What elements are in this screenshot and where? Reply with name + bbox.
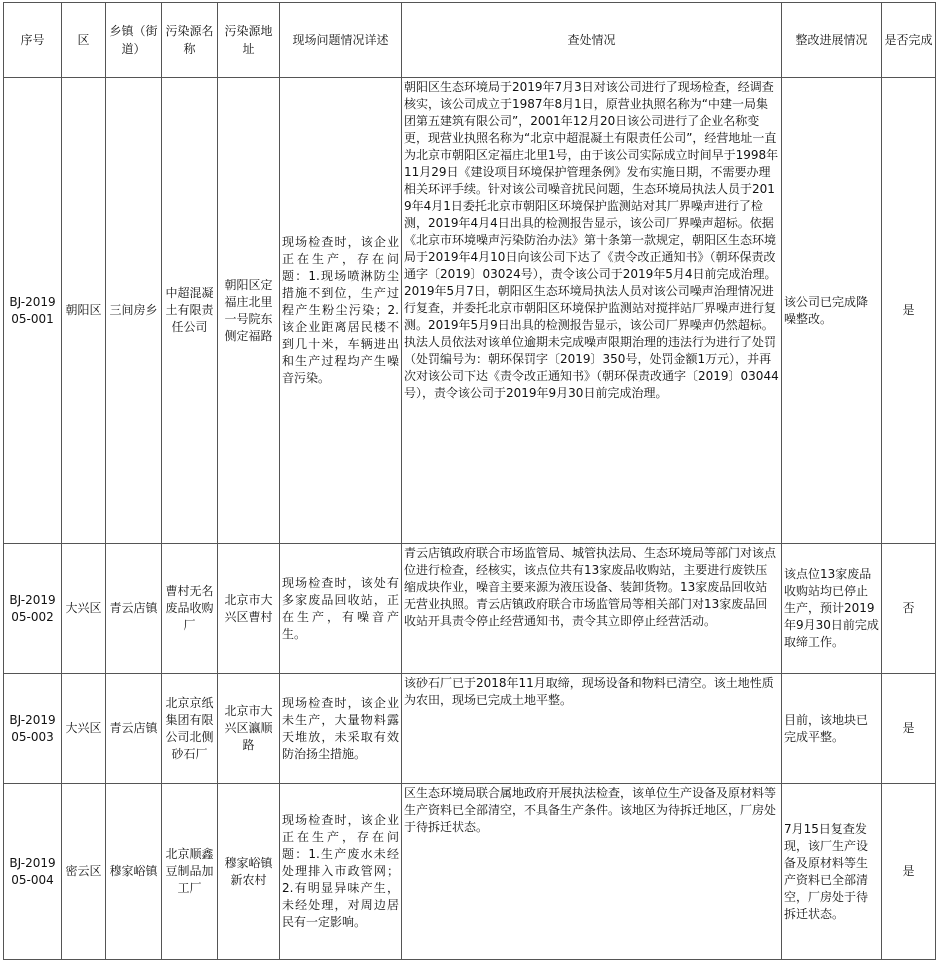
cell-name: 中超混凝土有限责任公司: [162, 78, 218, 544]
cell-district: 大兴区: [62, 674, 106, 784]
cell-done: 是: [882, 784, 936, 960]
header-progress: 整改进展情况: [782, 3, 882, 78]
cell-issue: 现场检查时，该企业未生产，大量物料露天堆放，未采取有效防治扬尘措施。: [280, 674, 402, 784]
header-name: 污染源名称: [162, 3, 218, 78]
cell-progress: 目前，该地块已完成平整。: [782, 674, 882, 784]
cell-investigation: 朝阳区生态环境局于2019年7月3日对该公司进行了现场检查，经调查核实，该公司成立于1987年8月1日，原营业执照名称为“中建一局集团第五建筑有限公司”，2001年12月20日该公司进行了企业名称变更，现营业执照名称为“北京中超混凝土有限责任公司”，经营地址一直为北京市朝阳区定福庄北里1号，由于该公司实际成立时间早于1998年11月29日《建设项目环境保护管理条例》发布实施日期，不需要办理相关环评手续。针对该公司噪音扰民问题，生态环境局执法人员于2019年4月1日委托北京市朝阳区环境保护监测站对其厂界噪声进行了检测，2019年4月4日出具的检测报告显示，该公司厂界噪声超标。依据《北京市环境噪声污染防治办法》第十条第一款规定，朝阳区生态环境局于2019年4月10日向该公司下达了《责令改正通知书》（朝环保责改通字〔2019〕03024号），责令该公司于2019年5月4日前完成治理。2019年5月7日，朝阳区生态环境局执法人员对该公司噪声治理情况进行复查，并委托北京市朝阳区环境保护监测站对搅拌站厂界噪声进行复测。2019年5月9日出具的检测报告显示，该公司厂界噪声仍然超标。执法人员依法对该单位逾期未完成噪声限期治理的违法行为进行了处罚（处罚编号为：朝环保罚字〔2019〕350号，处罚金额1万元），并再次对该公司下达《责令改正通知书》（朝环保责改通字〔2019〕03044号），责令该公司于2019年9月30日前完成治理。: [402, 78, 782, 544]
inspection-table: [3, 2, 936, 960]
cell-address: 北京市大兴区曹村: [218, 544, 280, 674]
header-district: 区: [62, 3, 106, 78]
cell-issue: 现场检查时，该处有多家废品回收站，正在生产，有噪音产生。: [280, 544, 402, 674]
cell-progress: 7月15日复查发现，该厂生产设备及原材料等生产资料已全部清空，厂房处于待拆迁状态。: [782, 784, 882, 960]
cell-district: 大兴区: [62, 544, 106, 674]
cell-town: 穆家峪镇: [106, 784, 162, 960]
table-row: [4, 78, 936, 544]
cell-progress: 该点位13家废品收购站均已停止生产，预计2019年9月30日前完成取缔工作。: [782, 544, 882, 674]
cell-town: 青云店镇: [106, 544, 162, 674]
cell-address: 北京市大兴区瀛顺路: [218, 674, 280, 784]
header-row: [4, 3, 936, 78]
cell-seq: BJ-201905-004: [4, 784, 62, 960]
header-address: 污染源地址: [218, 3, 280, 78]
cell-seq: BJ-201905-003: [4, 674, 62, 784]
header-issue: 现场问题情况详述: [280, 3, 402, 78]
cell-district: 朝阳区: [62, 78, 106, 544]
cell-town: 三间房乡: [106, 78, 162, 544]
cell-investigation: 区生态环境局联合属地政府开展执法检查，该单位生产设备及原材料等生产资料已全部清空，不具备生产条件。该地区为待拆迁地区，厂房处于待拆迁状态。: [402, 784, 782, 960]
cell-name: 北京顺鑫豆制品加工厂: [162, 784, 218, 960]
cell-issue: 现场检查时，该企业正在生产，存在问题：1.现场喷淋防尘措施不到位，生产过程产生粉尘污染；2.该企业距离居民楼不到几十米，车辆进出和生产过程均产生噪音污染。: [280, 78, 402, 544]
cell-seq: BJ-201905-001: [4, 78, 62, 544]
cell-investigation: 该砂石厂已于2018年11月取缔，现场设备和物料已清空。该土地性质为农田，现场已完成土地平整。: [402, 674, 782, 784]
table-row: [4, 544, 936, 674]
header-seq: 序号: [4, 3, 62, 78]
table-row: [4, 674, 936, 784]
cell-done: 是: [882, 78, 936, 544]
cell-progress: 该公司已完成降噪整改。: [782, 78, 882, 544]
cell-town: 青云店镇: [106, 674, 162, 784]
cell-issue: 现场检查时，该企业正在生产，存在问题：1.生产废水未经处理排入市政管网；2.有明显异味产生，未经处理，对周边居民有一定影响。: [280, 784, 402, 960]
header-done: 是否完成: [882, 3, 936, 78]
cell-investigation: 青云店镇政府联合市场监管局、城管执法局、生态环境局等部门对该点位进行检查，经核实，该点位共有13家废品收购站，主要进行废铁压缩成块作业，噪音主要来源为液压设备、装卸货物。13家废品回收站无营业执照。青云店镇政府联合市场监管局等相关部门对13家废品回收站开具责令停止经营通知书，责令其立即停止经营活动。: [402, 544, 782, 674]
header-town: 乡镇（街道）: [106, 3, 162, 78]
cell-done: 否: [882, 544, 936, 674]
table-row: [4, 784, 936, 960]
cell-done: 是: [882, 674, 936, 784]
cell-address: 穆家峪镇新农村: [218, 784, 280, 960]
cell-name: 北京京纸集团有限公司北侧砂石厂: [162, 674, 218, 784]
cell-district: 密云区: [62, 784, 106, 960]
cell-name: 曹村无名废品收购厂: [162, 544, 218, 674]
cell-seq: BJ-201905-002: [4, 544, 62, 674]
cell-address: 朝阳区定福庄北里一号院东侧定福路: [218, 78, 280, 544]
header-investigation: 查处情况: [402, 3, 782, 78]
